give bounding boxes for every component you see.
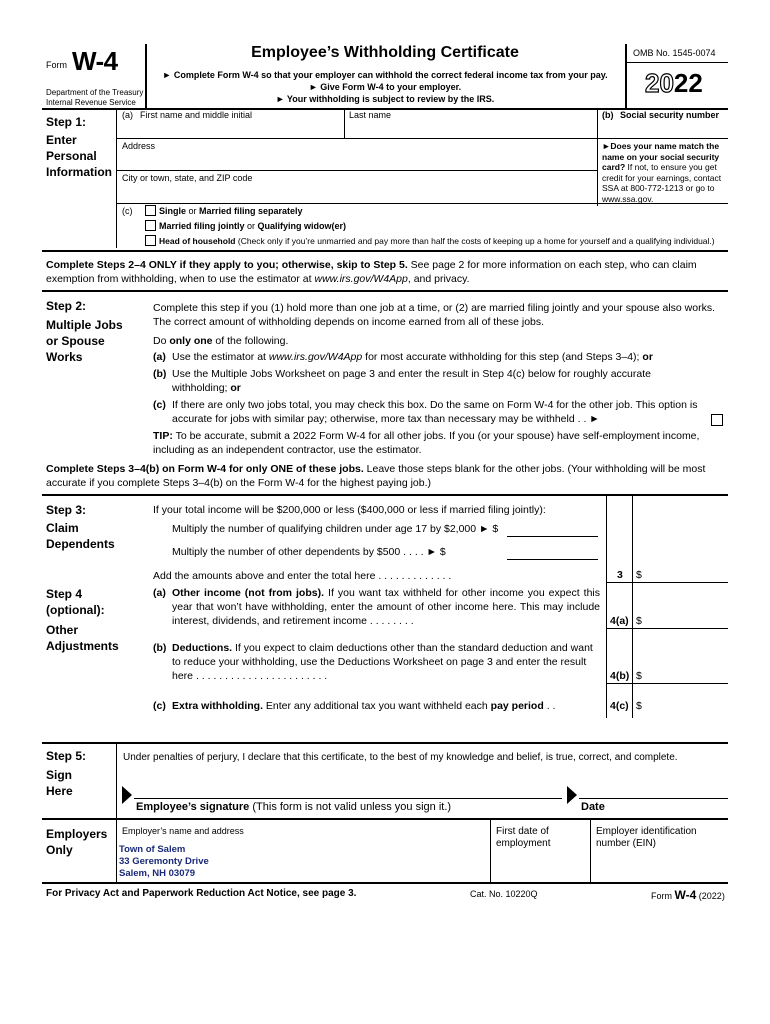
form-title: Employee’s Withholding Certificate xyxy=(251,44,519,61)
first-date-input[interactable] xyxy=(496,862,586,876)
city-label: City or town, state, and ZIP code xyxy=(122,173,253,183)
step3-subtitle1: Claim xyxy=(46,521,79,535)
step3-intro: If your total income will be $200,000 or less ($400,000 or less if married filing jointly): xyxy=(153,504,546,516)
step4-b-label: (b) xyxy=(153,642,167,654)
footer-form-label: Form W-4 (2022) xyxy=(651,888,725,902)
instruction-3: ► Your withholding is subject to review by the IRS. xyxy=(275,94,495,104)
date-field[interactable] xyxy=(579,782,728,797)
ein-label: Employer identification number (EIN) xyxy=(596,826,697,849)
step1-c-label: (c) xyxy=(122,206,133,216)
tax-year: 2022 xyxy=(645,68,703,98)
catalog-number: Cat. No. 10220Q xyxy=(470,889,538,899)
last-name-label: Last name xyxy=(349,110,392,120)
notice-steps-2-4: Complete Steps 2–4 ONLY if they apply to you; otherwise, skip to Step 5. See page 2 for more information on each step, who can claim exemption from withholding, when to use the estimator at www.irs.gov/W4App, and privacy. xyxy=(46,259,697,285)
step1-subtitle2: Personal xyxy=(46,149,97,163)
step4-subtitle1: (optional): xyxy=(46,603,105,617)
single-option-label: Single or Married filing separately xyxy=(159,206,303,216)
box-4b: 4(b) xyxy=(610,670,630,682)
instruction-2: ► Give Form W-4 to your employer. xyxy=(308,82,462,92)
step2-a-text: Use the estimator at www.irs.gov/W4App for most accurate withholding for this step (and Steps 3–4); or xyxy=(172,351,653,363)
signature-label: Employee’s signature (This form is not valid unless you sign it.) xyxy=(136,801,452,813)
step2-b-label: (b) xyxy=(153,368,167,380)
step2-subtitle3: Works xyxy=(46,350,83,364)
city-input[interactable] xyxy=(122,186,592,200)
head-of-household-option-label: Head of household (Check only if you’re unmarried and pay more than half the costs of keeping up a home for yourself and a qualifying individual.) xyxy=(159,236,715,246)
head-of-household-checkbox[interactable] xyxy=(145,235,156,246)
step5-subtitle1: Sign xyxy=(46,768,72,782)
privacy-notice: For Privacy Act and Paperwork Reduction Act Notice, see page 3. xyxy=(46,888,357,899)
box-4c: 4(c) xyxy=(610,700,629,712)
box-4a-dollar: $ xyxy=(636,615,642,627)
address-input[interactable] xyxy=(122,154,592,168)
step5-title: Step 5: xyxy=(46,749,87,763)
step3-line1: Multiply the number of qualifying children under age 17 by $2,000 ► $ xyxy=(172,523,499,535)
ssn-input[interactable] xyxy=(602,122,724,136)
first-name-label: First name and middle initial xyxy=(140,110,253,120)
step4-subtitle2: Other xyxy=(46,623,79,637)
deductions-input[interactable] xyxy=(645,669,725,682)
step2-subtitle2: or Spouse xyxy=(46,334,105,348)
step4-a-label: (a) xyxy=(153,587,166,599)
ssn-label: Social security number xyxy=(620,110,720,120)
employers-title2: Only xyxy=(46,843,73,857)
step2-do-only: Do only one of the following. xyxy=(153,335,289,347)
step2-subtitle1: Multiple Jobs xyxy=(46,318,123,332)
two-jobs-checkbox[interactable] xyxy=(711,414,723,426)
employer-name-label: Employer’s name and address xyxy=(122,826,244,836)
step3-title: Step 3: xyxy=(46,503,87,517)
first-date-label: First date of employment xyxy=(496,826,551,849)
employer-name-address-field[interactable] xyxy=(119,844,487,880)
dept-line1: Department of the Treasury xyxy=(46,88,144,97)
signature-field[interactable] xyxy=(134,782,562,797)
ein-input[interactable] xyxy=(596,862,724,876)
step1-subtitle3: Information xyxy=(46,165,112,179)
step4-b-text: Deductions. If you expect to claim deductions other than the standard deduction and want to reduce your withholding, use the Deductions Worksheet on page 3 and enter the result here . . . . . . . . . . . . . . . . . . . . . . . xyxy=(172,642,593,682)
step2-c-text: If there are only two jobs total, you may check this box. Do the same on Form W-4 for the other job. This option is accurate for jobs with similar pay; otherwise, more tax than necessary may be withheld . . ► xyxy=(172,399,698,425)
step4-c-label: (c) xyxy=(153,700,166,712)
step1-b-label: (b) xyxy=(602,110,614,120)
other-income-input[interactable] xyxy=(645,614,725,627)
step2-title: Step 2: xyxy=(46,299,87,313)
address-label: Address xyxy=(122,141,156,151)
step4-c-text: Extra withholding. Enter any additional tax you want withheld each pay period . . xyxy=(172,700,556,712)
dept-line2: Internal Revenue Service xyxy=(46,98,136,107)
step3-line2: Multiply the number of other dependents by $500 . . . . ► $ xyxy=(172,546,446,558)
date-arrow-icon xyxy=(567,786,577,804)
step2-c-label: (c) xyxy=(153,399,166,411)
step3-dollar: $ xyxy=(636,569,642,581)
step3-total: Add the amounts above and enter the total here . . . . . . . . . . . . . xyxy=(153,570,452,582)
step4-title: Step 4 xyxy=(46,587,83,601)
extra-withholding-input[interactable] xyxy=(645,699,725,712)
step2-tip: TIP: To be accurate, submit a 2022 Form W-4 for all other jobs. If you (or your spouse) have self-employment income, including as an independent contractor, use the estimator. xyxy=(153,430,700,456)
qualifying-children-input[interactable] xyxy=(518,522,596,535)
step3-total-input[interactable] xyxy=(645,568,725,581)
married-jointly-checkbox[interactable] xyxy=(145,220,156,231)
employer-name-line3: Salem, NH 03079 xyxy=(119,868,196,879)
box-4a: 4(a) xyxy=(610,615,629,627)
step2-b-text: Use the Multiple Jobs Worksheet on page 3 and enter the result in Step 4(c) below for roughly accurate withholding; or xyxy=(172,368,651,394)
omb-number: OMB No. 1545-0074 xyxy=(633,48,716,58)
step3-box-number: 3 xyxy=(617,569,623,581)
employer-name-line1: Town of Salem xyxy=(119,844,186,855)
date-label: Date xyxy=(581,801,605,813)
first-name-input[interactable] xyxy=(122,122,340,136)
box-4c-dollar: $ xyxy=(636,700,642,712)
step4-a-text: Other income (not from jobs). If you want tax withheld for other income you expect this year that won’t have withholding, enter the amount of other income here. This may include interest, dividends, and retirement income . . . . . . . . xyxy=(172,587,600,627)
form-number: W-4 xyxy=(72,46,118,76)
step1-subtitle1: Enter xyxy=(46,133,77,147)
single-checkbox[interactable] xyxy=(145,205,156,216)
signature-arrow-icon xyxy=(122,786,132,804)
step4-subtitle3: Adjustments xyxy=(46,639,119,653)
employer-name-line2: 33 Geremonty Drive xyxy=(119,856,209,867)
other-dependents-input[interactable] xyxy=(518,545,596,558)
ssn-note: ►Does your name match the name on your social security card? If not, to ensure you get credit for your earnings, contact SSA at 800-772-1213 or go to www.ssa.gov. xyxy=(602,141,722,204)
step2-intro: Complete this step if you (1) hold more than one job at a time, or (2) are married filing jointly and your spouse also works. The correct amount of withholding depends on income earned from all of these jobs. xyxy=(153,302,716,328)
box-4b-dollar: $ xyxy=(636,670,642,682)
step5-subtitle2: Here xyxy=(46,784,73,798)
married-jointly-option-label: Married filing jointly or Qualifying widow(er) xyxy=(159,221,347,231)
step2-a-label: (a) xyxy=(153,351,166,363)
step1-title: Step 1: xyxy=(46,115,87,129)
perjury-declaration: Under penalties of perjury, I declare that this certificate, to the best of my knowledge and belief, is true, correct, and complete. xyxy=(123,752,678,763)
notice-steps-3-4b: Complete Steps 3–4(b) on Form W-4 for only ONE of these jobs. Leave those steps blank for the other jobs. (Your withholding will be most accurate if you complete Steps 3–4(b) on the Form W-4 for the highest paying job.) xyxy=(46,463,706,489)
step1-a-label: (a) xyxy=(122,110,133,120)
employers-title1: Employers xyxy=(46,827,108,841)
form-word: Form xyxy=(46,60,67,70)
step3-subtitle2: Dependents xyxy=(46,537,115,551)
last-name-input[interactable] xyxy=(349,122,593,136)
instruction-1: ► Complete Form W-4 so that your employer can withhold the correct federal income tax from your pay. xyxy=(162,70,608,80)
